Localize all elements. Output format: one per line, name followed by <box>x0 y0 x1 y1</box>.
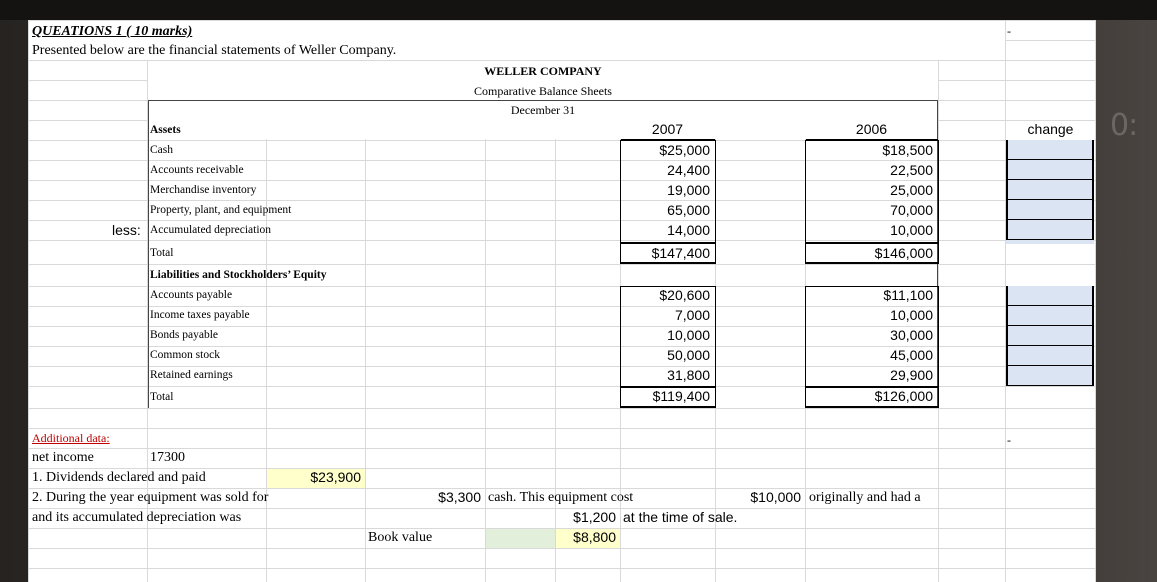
additional-data-heading: Additional data: <box>32 431 110 445</box>
statement-date: December 31 <box>510 103 576 117</box>
change-cell-border <box>1006 346 1094 366</box>
liability-row-2007[interactable]: 10,000 <box>667 327 710 343</box>
change-cell-border <box>1006 160 1094 180</box>
change-cell-border <box>1006 306 1094 326</box>
liability-row-2006[interactable]: 30,000 <box>890 327 933 343</box>
asset-row-2006[interactable]: 22,500 <box>890 162 933 178</box>
asset-row-2007[interactable]: 14,000 <box>667 222 710 238</box>
asset-row-label: Accounts receivable <box>150 164 244 176</box>
asset-row-2006[interactable]: 10,000 <box>890 222 933 238</box>
liability-row-2006[interactable]: $11,100 <box>883 287 933 303</box>
change-cell-border <box>1006 180 1094 200</box>
net-income-value[interactable]: 17300 <box>150 450 185 465</box>
liability-row-2007[interactable]: $20,600 <box>659 287 710 303</box>
cell-marker-2: - <box>1007 433 1011 447</box>
window-top-strip <box>0 0 1157 20</box>
liabilities-total-2006[interactable]: $126,000 <box>874 388 933 404</box>
book-value-value[interactable]: $8,800 <box>573 529 616 545</box>
change-cell-border <box>1006 326 1094 346</box>
change-cell-border <box>1006 286 1094 306</box>
liability-row-2006[interactable]: 45,000 <box>890 347 933 363</box>
asset-row-2007[interactable]: 65,000 <box>667 202 710 218</box>
company-name: WELLER COMPANY <box>484 64 602 78</box>
change-cell-border <box>1006 140 1094 160</box>
net-income-label: net income <box>32 450 94 465</box>
asset-row-2007[interactable]: 19,000 <box>667 182 710 198</box>
liabilities-total-2007[interactable]: $119,400 <box>652 388 710 404</box>
equipment-sold-value[interactable]: $3,300 <box>438 489 481 505</box>
accumulated-value[interactable]: $1,200 <box>573 509 616 525</box>
assets-total-2006[interactable]: $146,000 <box>874 245 933 261</box>
total-underline <box>620 406 716 407</box>
year-2006-header: 2006 <box>855 121 888 137</box>
book-value-label: Book value <box>368 530 433 545</box>
liability-row-2006[interactable]: 10,000 <box>890 307 933 323</box>
dividends-value[interactable]: $23,900 <box>310 469 361 485</box>
cell-marker: - <box>1007 24 1011 38</box>
liability-row-label: Accounts payable <box>150 289 233 301</box>
liability-row-2006[interactable]: 29,900 <box>890 367 933 383</box>
background-clock: 0: <box>1110 108 1138 143</box>
liability-row-2007[interactable]: 7,000 <box>674 307 710 323</box>
equipment-text-2: cash. This equipment cost <box>488 490 634 505</box>
asset-row-label: Cash <box>150 144 173 156</box>
intro-text: Presented below are the financial statements of Weller Company. <box>32 43 397 58</box>
less-label: less: <box>112 222 141 238</box>
total-underline <box>805 406 939 407</box>
dividends-label: 1. Dividends declared and paid <box>32 470 206 485</box>
asset-row-label: Merchandise inventory <box>150 184 257 196</box>
liabilities-total-label: Total <box>150 391 174 403</box>
change-cell-border <box>1006 366 1094 386</box>
total-underline <box>620 262 716 263</box>
equipment-cost-value[interactable]: $10,000 <box>750 489 801 505</box>
change-cell-border <box>1006 200 1094 220</box>
equipment-text-3: originally and had a <box>809 490 921 505</box>
asset-row-2006[interactable]: 25,000 <box>890 182 933 198</box>
asset-row-label: Property, plant, and equipment <box>150 204 292 216</box>
liability-row-label: Bonds payable <box>150 329 219 341</box>
asset-row-2006[interactable]: $18,500 <box>882 142 933 158</box>
spreadsheet-grid[interactable] <box>28 20 1096 582</box>
asset-row-label: Accumulated depreciation <box>150 224 272 236</box>
statement-title: Comparative Balance Sheets <box>474 84 612 98</box>
total-underline <box>805 262 939 263</box>
assets-heading: Assets <box>150 124 181 136</box>
asset-row-2006[interactable]: 70,000 <box>890 202 933 218</box>
question-title: QUEATIONS 1 ( 10 marks) <box>32 24 193 39</box>
liability-row-label: Common stock <box>150 349 220 361</box>
liability-row-label: Retained earnings <box>150 369 233 381</box>
accumulated-text: and its accumulated depreciation was <box>32 510 242 525</box>
liability-row-2007[interactable]: 31,800 <box>667 367 710 383</box>
year-2007-header: 2007 <box>651 121 684 137</box>
book-value-shaded <box>486 529 555 548</box>
change-header[interactable]: change <box>1027 121 1074 137</box>
liability-row-label: Income taxes payable <box>150 309 250 321</box>
asset-row-2007[interactable]: 24,400 <box>667 162 710 178</box>
assets-total-label: Total <box>150 247 174 259</box>
liability-row-2007[interactable]: 50,000 <box>667 347 710 363</box>
asset-row-2007[interactable]: $25,000 <box>659 142 710 158</box>
liabilities-heading: Liabilities and Stockholders’ Equity <box>150 269 327 281</box>
change-cell-border <box>1006 220 1094 240</box>
accumulated-suffix: at the time of sale. <box>623 509 738 525</box>
equipment-text-1: 2. During the year equipment was sold for <box>32 490 269 505</box>
assets-total-2007[interactable]: $147,400 <box>651 245 710 261</box>
